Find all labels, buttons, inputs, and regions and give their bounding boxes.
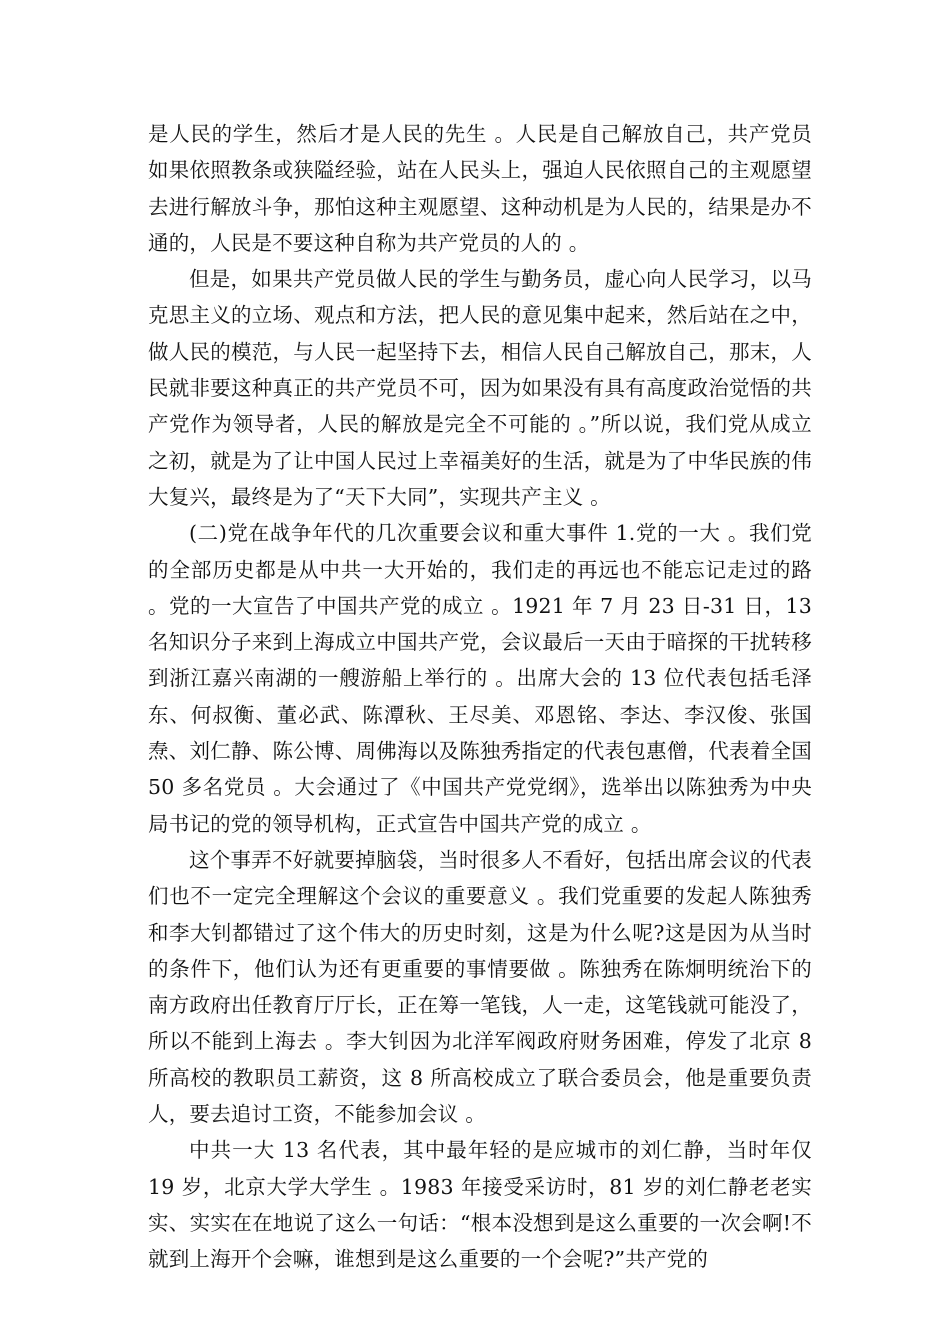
- paragraph-3: (二)党在战争年代的几次重要会议和重大事件 1.党的一大 。我们党的全部历史都是从中共一大开始的，我们走的再远也不能忘记走过的路 。党的一大宣告了中国共产党的成立 。1921 年 7 月 23 日-31 日，13 名知识分子来到上海成立中国共产党，会议最后一天由于暗探的干扰转移到浙江嘉兴南湖的一艘游船上举行的 。出席大会的 13 位代表包括毛泽东、何叔衡、董必武、陈潭秋、王尽美、邓恩铭、李达、李汉俊、张国焘、刘仁静、陈公博、周佛海以及陈独秀指定的代表包惠僧，代表着全国 50 多名党员 。大会通过了《中国共产党党纲》，选举出以陈独秀为中央局书记的党的领导机构，正式宣告中国共产党的成立 。: [148, 521, 812, 836]
- paragraph-1: 是人民的学生，然后才是人民的先生 。人民是自己解放自己，共产党员如果依照教条或狭隘经验，站在人民头上，强迫人民依照自己的主观愿望去进行解放斗争，那怕这种主观愿望、这种动机是为人民的，结果是办不通的，人民是不要这种自称为共产党员的人的 。: [148, 122, 812, 255]
- document-body: [148, 116, 812, 1278]
- paragraph-2: 但是，如果共产党员做人民的学生与勤务员，虚心向人民学习，以马克思主义的立场、观点和方法，把人民的意见集中起来，然后站在之中，做人民的模范，与人民一起坚持下去，相信人民自己解放自己，那末，人民就非要这种真正的共产党员不可，因为如果没有具有高度政治觉悟的共产党作为领导者，人民的解放是完全不可能的 。”所以说，我们党从成立之初，就是为了让中国人民过上幸福美好的生活，就是为了中华民族的伟大复兴，最终是为了“天下大同”，实现共产主义 。: [148, 267, 812, 509]
- paragraph-5: 中共一大 13 名代表，其中最年轻的是应城市的刘仁静，当时年仅 19 岁，北京大学大学生 。1983 年接受采访时，81 岁的刘仁静老老实实、实实在在地说了这么一句话：“根本没想到是这么重要的一次会啊!不就到上海开个会嘛，谁想到是这么重要的一个会呢?”共产党的: [148, 1138, 812, 1272]
- paragraph-4: 这个事弄不好就要掉脑袋，当时很多人不看好，包括出席会议的代表们也不一定完全理解这个会议的重要意义 。我们党重要的发起人陈独秀和李大钊都错过了这个伟大的历史时刻，这是为什么呢?这是因为从当时的条件下，他们认为还有更重要的事情要做 。陈独秀在陈炯明统治下的南方政府出任教育厅厅长，正在筹一笔钱，人一走，这笔钱就可能没了，所以不能到上海去 。李大钊因为北洋军阀政府财务困难，停发了北京 8 所高校的教职员工薪资，这 8 所高校成立了联合委员会，他是重要负责人，要去追讨工资，不能参加会议 。: [148, 847, 812, 1127]
